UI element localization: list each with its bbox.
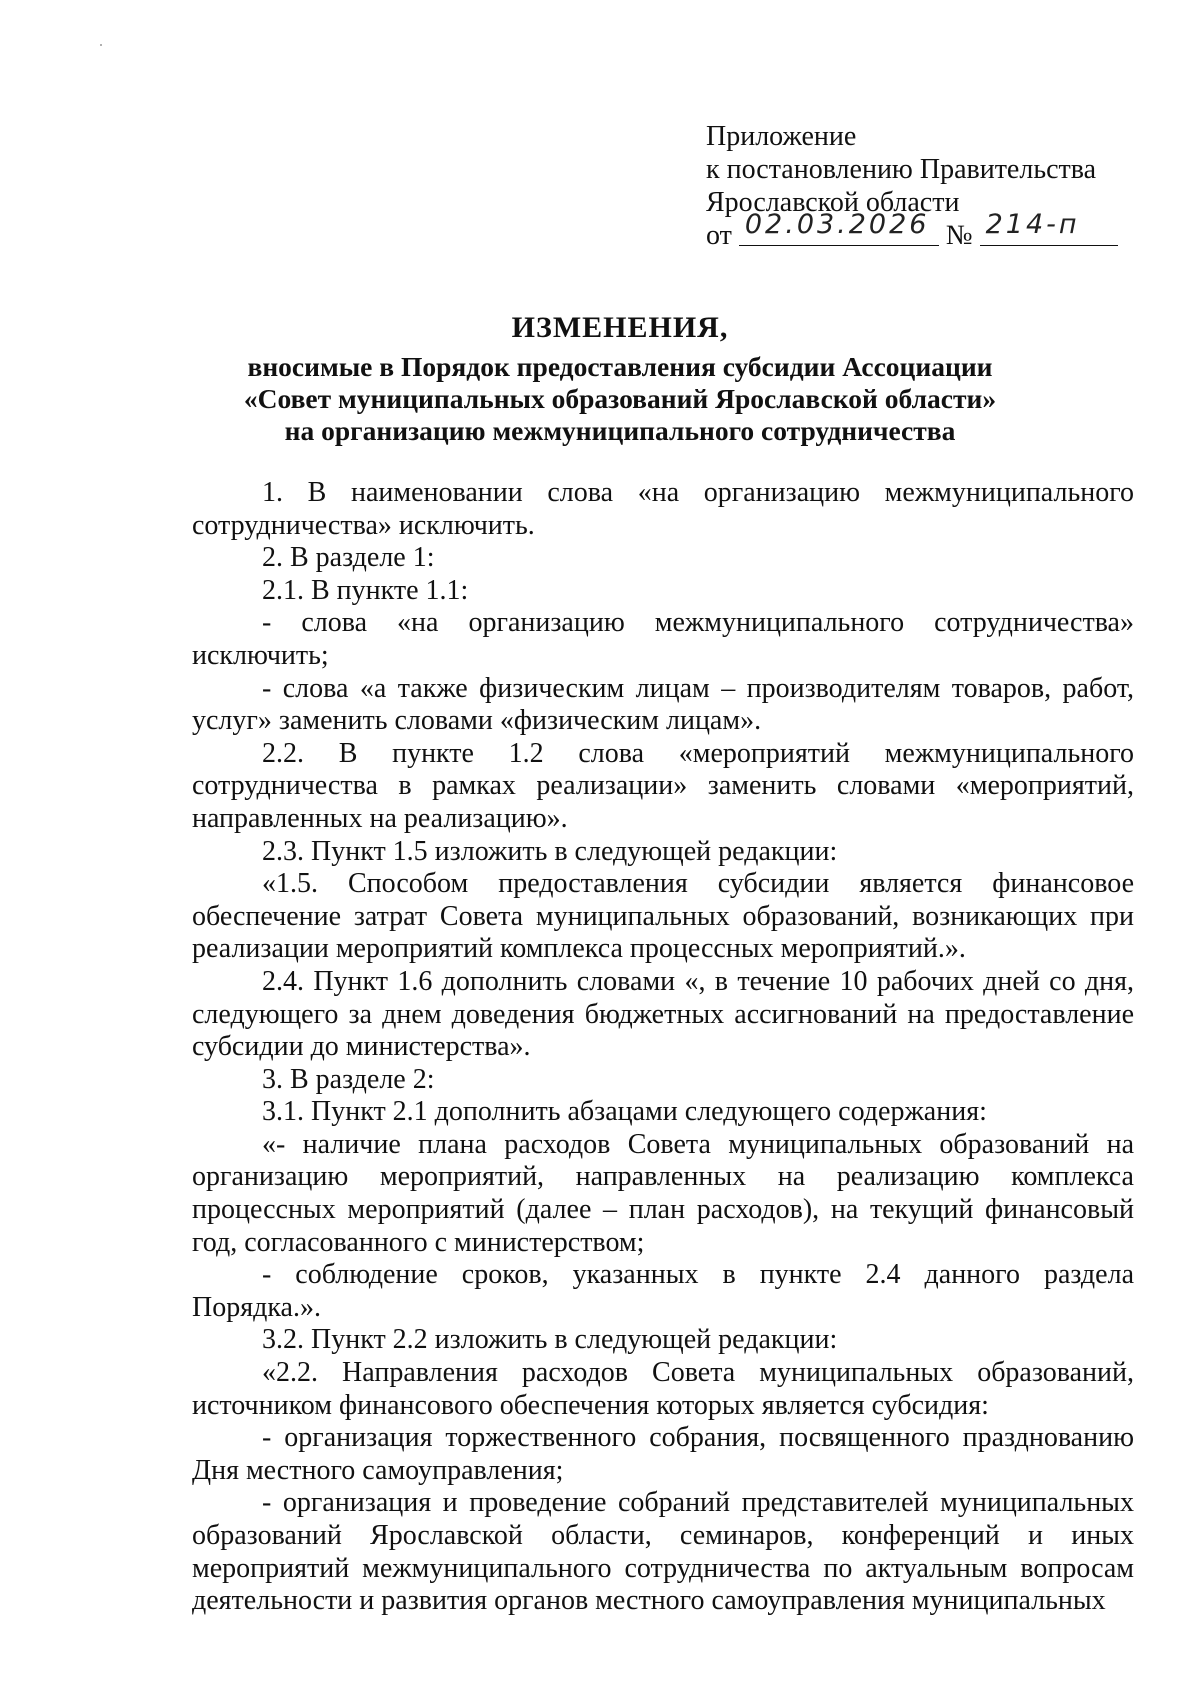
appendix-block <box>706 120 1166 252</box>
document-body <box>192 477 1134 1618</box>
paragraph: 3. В разделе 2: <box>262 1063 435 1095</box>
paragraph: 3.1. Пункт 2.1 дополнить абзацами следующего содержания: <box>262 1096 987 1128</box>
paragraph: - соблюдение сроков, указанных в пункте 2.4 данного раздела Порядка.». <box>192 1259 1134 1323</box>
appendix-line-1: Приложение <box>706 121 857 152</box>
paragraph: 2.3. Пункт 1.5 изложить в следующей редакции: <box>262 835 838 867</box>
paragraph: - организация торжественного собрания, посвященного празднованию Дня местного самоуправления; <box>192 1422 1134 1486</box>
appendix-line-4 <box>706 209 1166 252</box>
heading-line-3: на организацию межмуниципального сотрудничества <box>284 415 956 446</box>
heading-line-2: «Совет муниципальных образований Ярославской области» <box>243 383 997 414</box>
document-heading <box>180 312 1060 447</box>
paragraph: «1.5. Способом предоставления субсидии является финансовое обеспечение затрат Совета муниципальных образований, возникающих при реализации мероприятий комплекса процессных мероприятий.». <box>192 868 1134 965</box>
number-label: № <box>945 220 973 251</box>
date-value: 02.03.2026 <box>744 209 930 240</box>
appendix-line-3: Ярославской области <box>706 187 960 218</box>
heading-title: ИЗМЕНЕНИЯ, <box>511 311 729 344</box>
paragraph: 1. В наименовании слова «на организацию межмуниципального сотрудничества» исключить. <box>192 477 1134 541</box>
paragraph: 3.2. Пункт 2.2 изложить в следующей редакции: <box>262 1324 838 1356</box>
paragraph: - слова «на организацию межмуниципального сотрудничества» исключить; <box>192 607 1134 671</box>
paragraph: 2.1. В пункте 1.1: <box>262 574 469 606</box>
paragraph: «2.2. Направления расходов Совета муниципальных образований, источником финансового обеспечения которых является субсидия: <box>192 1357 1134 1421</box>
heading-line-1: вносимые в Порядок предоставления субсидии Ассоциации <box>247 351 993 382</box>
scan-speck <box>100 44 102 46</box>
number-value: 214-п <box>985 209 1080 240</box>
paragraph: «- наличие плана расходов Совета муниципальных образований на организацию мероприятий, направленных на реализацию комплекса процессных мероприятий (далее – план расходов), на текущий финансовый год, согласованного с министерством; <box>192 1128 1134 1258</box>
from-label: от <box>706 220 732 251</box>
paragraph: 2.2. В пункте 1.2 слова «мероприятий межмуниципального сотрудничества в рамках реализации» заменить словами «мероприятий, направленных на реализацию». <box>192 737 1134 834</box>
paragraph: - слова «а также физическим лицам – производителям товаров, работ, услуг» заменить словами «физическим лицам». <box>192 672 1134 737</box>
paragraph: - организация и проведение собраний представителей муниципальных образований Ярославской области, семинаров, конференций и иных мероприятий межмуниципального сотрудничества по актуальным вопросам деятельности и развития органов местного самоуправления муниципальных <box>192 1487 1134 1617</box>
appendix-line-2: к постановлению Правительства <box>706 154 1097 185</box>
paragraph: 2.4. Пункт 1.6 дополнить словами «, в течение 10 рабочих дней со дня, следующего за днем доведения бюджетных ассигнований на предоставление субсидии до министерства». <box>192 965 1134 1063</box>
paragraph: 2. В разделе 1: <box>262 542 435 574</box>
